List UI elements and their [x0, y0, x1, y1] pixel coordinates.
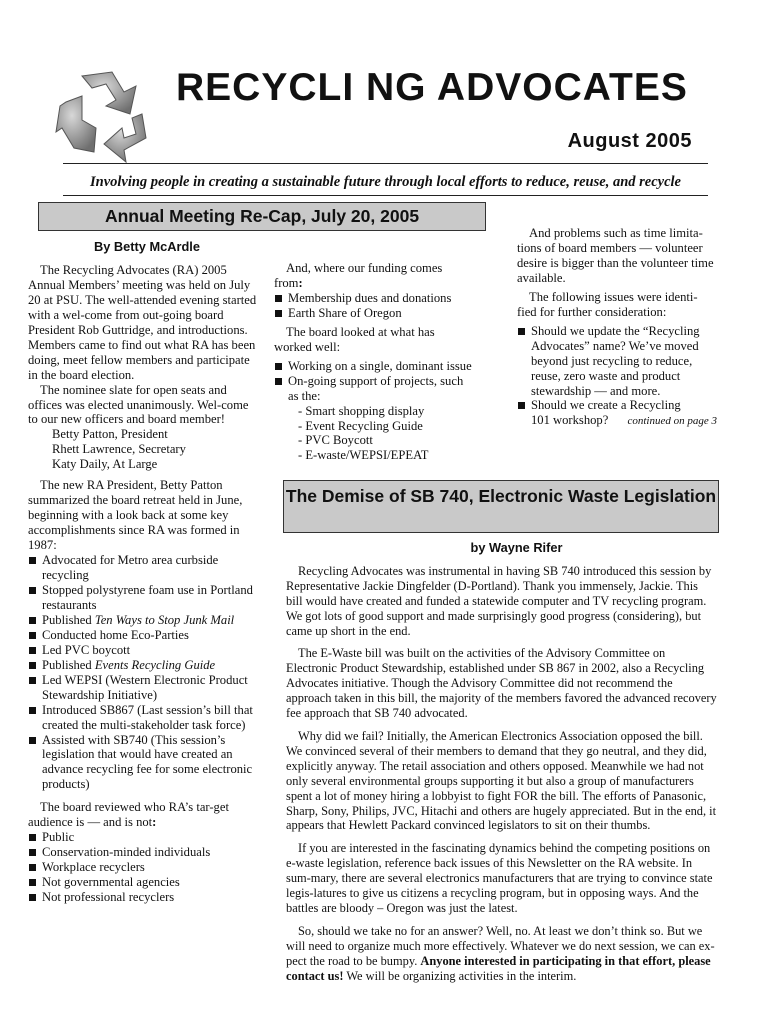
square-bullet-icon — [518, 328, 525, 335]
list-item: Assisted with SB740 (This session’s legislation that would have created an advance recycling fee for some electronic products) — [28, 733, 260, 793]
square-bullet-icon — [29, 834, 36, 841]
project-item: - E-waste/WEPSI/EPEAT — [298, 448, 429, 463]
article-heading-sb740: The Demise of SB 740, Electronic Waste Legislation — [283, 480, 719, 533]
list-item: Should we create a Recycling 101 workshop? — [517, 398, 717, 428]
list-item: Workplace recyclers — [28, 860, 260, 875]
list-item: Published Events Recycling Guide — [28, 658, 260, 673]
worked-list — [274, 359, 496, 404]
officer-list — [28, 427, 260, 472]
list-item: Not governmental agencies — [28, 875, 260, 890]
list-item: Published Ten Ways to Stop Junk Mail — [28, 613, 260, 628]
square-bullet-icon — [29, 617, 36, 624]
paragraph: The nominee slate for open seats and offices was elected unanimously. Wel-come to our new officers and board member! — [28, 382, 249, 427]
header-divider-bottom — [63, 195, 708, 196]
square-bullet-icon — [29, 677, 36, 684]
officer-item: Betty Patton, President — [52, 427, 168, 442]
square-bullet-icon — [275, 378, 282, 385]
article2-body — [286, 541, 717, 983]
accomplishments-list — [28, 553, 260, 792]
list-item: Conservation-minded individuals — [28, 845, 260, 860]
officer-item: Katy Daily, At Large — [52, 457, 158, 472]
paragraph: Recycling Advocates was instrumental in having SB 740 introduced this session by Representative Jackie Dingfelder (D-Portland). Thank you immensely, Jackie. This bill would have created and funded a statewide computer and TV recycling program. We got lots of good support and made surprisingly good progress (considering), but came up short in the end. — [286, 563, 712, 638]
square-bullet-icon — [275, 295, 282, 302]
project-list — [274, 404, 496, 464]
square-bullet-icon — [29, 632, 36, 639]
list-item: Public — [28, 830, 260, 845]
paragraph: The Recycling Advocates (RA) 2005 Annual Members’ meeting was held on July 20 at PSU. The well-attended evening started with a wel-come from out-going board President Rob Guttridge, and introductions. Members came to find out what RA has been doing, meet fellow members and participate in the board election. — [28, 262, 257, 382]
paragraph: And, where our funding comes from: — [274, 261, 443, 290]
byline: by Wayne Rifer — [470, 540, 563, 555]
square-bullet-icon — [29, 737, 36, 744]
square-bullet-icon — [518, 402, 525, 409]
list-item: Stopped polystyrene foam use in Portland restaurants — [28, 583, 260, 613]
square-bullet-icon — [275, 363, 282, 370]
issue-date: August 2005 — [567, 130, 692, 152]
square-bullet-icon — [29, 557, 36, 564]
tagline: Involving people in creating a sustainable future through local efforts to reduce, reuse, and recycle — [89, 174, 681, 190]
article1-column-1 — [28, 240, 260, 905]
project-item: - PVC Boycott — [298, 433, 373, 448]
newsletter-title: RECYCLI NG ADVOCATES — [176, 66, 688, 109]
list-item: Not professional recyclers — [28, 890, 260, 905]
audience-list — [28, 830, 260, 905]
paragraph: The E-Waste bill was built on the activities of the Advisory Committee on Electronic Product Stewardship, established under SB 867 in 2002, also a Recycling Advocates initiative. Though the Advisory Committee did not recommend the approach taken in this bill, the majority of the members favored the advanced recovery fee approach that SB 740 advocated. — [286, 646, 717, 721]
square-bullet-icon — [29, 587, 36, 594]
list-item: Led WEPSI (Western Electronic Product Stewardship Initiative) — [28, 673, 260, 703]
list-item: Should we update the “Recycling Advocates” name? We’ve moved beyond just recycling to reduce, reuse, zero waste and product stewardship — and more. — [517, 324, 717, 399]
square-bullet-icon — [29, 894, 36, 901]
funding-list — [274, 291, 496, 321]
square-bullet-icon — [29, 849, 36, 856]
list-item: Earth Share of Oregon — [274, 306, 496, 321]
byline: By Betty McArdle — [94, 239, 200, 254]
issues-list — [517, 324, 717, 429]
header-divider-top — [63, 163, 708, 164]
list-item: Introduced SB867 (Last session’s bill that created the multi-stakeholder task force) — [28, 703, 260, 733]
paragraph: Why did we fail? Initially, the American Electronics Association opposed the bill. We convinced several of their members to demand that they go neutral, and they did, explicitly anyway. The retail association and others opposed. Meanwhile we had not only several environmental groups supporting it but also a group of manufacturers spent a lot of money hiring a lobbyist to fight FOR the bill. The efforts of Panasonic, Sharp, Sony, Philips, JVC, Hitachi and others are hugely appreciated. But in the end, it appears that Hewlett Packard convinced legislators to sit on their thumbs. — [286, 728, 717, 833]
square-bullet-icon — [29, 864, 36, 871]
list-item: Advocated for Metro area curbside recycling — [28, 553, 260, 583]
paragraph: And problems such as time limita-tions of board members — volunteer desire is bigger than the volunteer time available. — [517, 226, 714, 285]
list-item: Conducted home Eco-Parties — [28, 628, 260, 643]
paragraph: The board looked at what has worked well: — [274, 324, 435, 354]
list-item: On-going support of projects, such as the: — [274, 374, 496, 404]
paragraph: The board reviewed who RA’s tar-get audience is — and is not: — [28, 800, 229, 830]
list-item: Working on a single, dominant issue — [274, 359, 496, 374]
article1-column-3 — [517, 226, 717, 429]
recycle-arrows-icon — [52, 62, 154, 166]
square-bullet-icon — [29, 879, 36, 886]
article1-column-2 — [274, 261, 496, 463]
paragraph: The following issues were identi-fied for further consideration: — [517, 289, 698, 319]
continued-note: continued on page 3 — [627, 415, 717, 428]
square-bullet-icon — [29, 707, 36, 714]
project-item: - Smart shopping display — [298, 403, 425, 418]
officer-item: Rhett Lawrence, Secretary — [52, 442, 186, 457]
square-bullet-icon — [29, 662, 36, 669]
square-bullet-icon — [275, 310, 282, 317]
square-bullet-icon — [29, 647, 36, 654]
paragraph: The new RA President, Betty Patton summarized the board retreat held in June, beginning with a look back at some key accomplishments since RA was formed in 1987: — [28, 478, 243, 553]
list-item: Membership dues and donations — [274, 291, 496, 306]
paragraph: If you are interested in the fascinating dynamics behind the competing positions on e-waste legislation, reference back issues of this Newsletter on the RA website. In sum-mary, there are several electronics manufacturers that are trying to convince state legis-latures to give us citizens a recycling program, but in opposing ways. And the battles are bloody – Oregon was just the latest. — [286, 841, 713, 915]
project-item: - Event Recycling Guide — [298, 418, 423, 433]
list-item: Led PVC boycott — [28, 643, 260, 658]
paragraph: So, should we take no for an answer? Well, no. At least we don’t think so. But we will need to organize much more effectively. Whatever we do next session, we can ex-pect the road to be bumpy. Anyone interested in participating in that effort, please contact us! We will be organizing activities in the interim. — [286, 923, 715, 983]
article-heading-annual-meeting: Annual Meeting Re-Cap, July 20, 2005 — [38, 202, 486, 231]
